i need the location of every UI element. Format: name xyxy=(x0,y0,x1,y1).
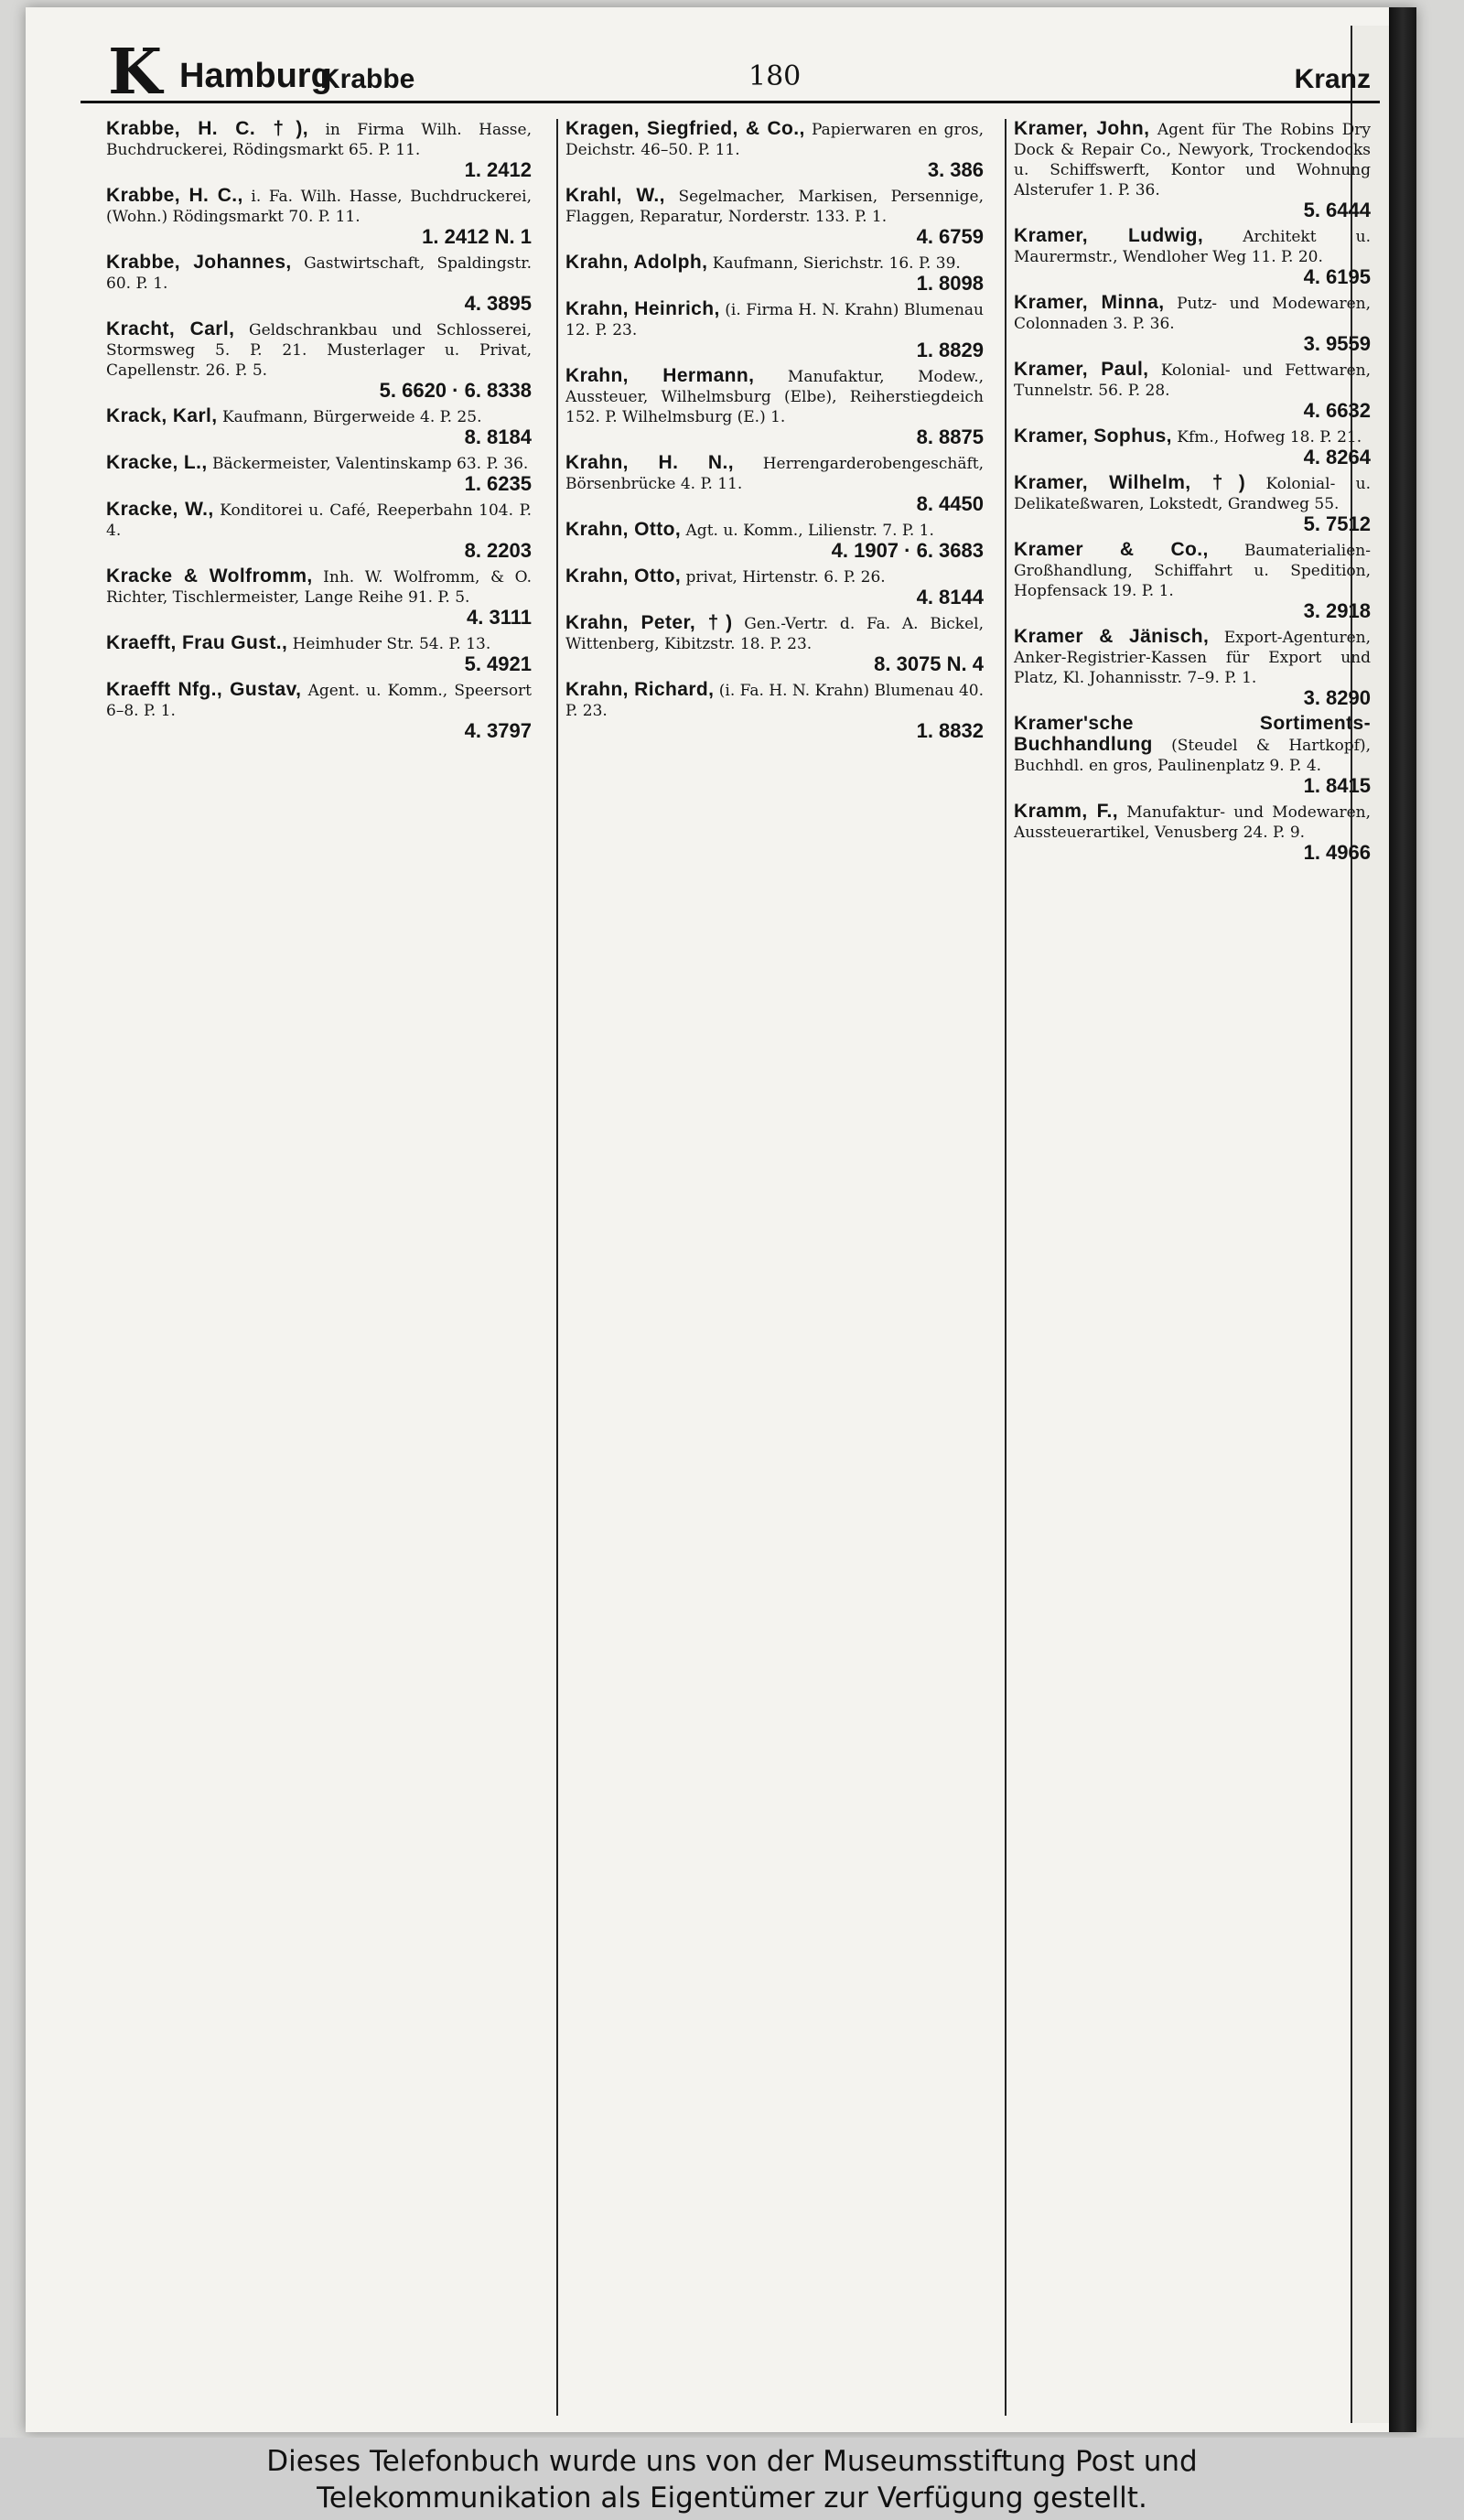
directory-entry xyxy=(565,253,984,294)
column-2 xyxy=(556,119,984,2416)
entry-name: Krabbe, H. C. †), xyxy=(106,119,309,139)
entry-details: Herrengarderobengeschäft, Börsenbrücke 4. P. 11. xyxy=(565,455,984,493)
directory-entry xyxy=(565,186,984,247)
directory-entry xyxy=(565,299,984,361)
entry-name: Kracke, L., xyxy=(106,452,208,473)
entry-details: Kolonial- und Fettwaren, Tunnelstr. 56. P. 28. xyxy=(1014,361,1371,400)
directory-entry xyxy=(565,680,984,741)
entry-details: Bäckermeister, Valentinskamp 63. P. 36. xyxy=(212,455,529,473)
header-last-word: Kranz xyxy=(1294,64,1371,94)
entry-details: Kaufmann, Sierichstr. 16. P. 39. xyxy=(712,254,961,273)
directory-entry xyxy=(106,453,532,494)
directory-entry xyxy=(565,453,984,514)
entry-phone-number: 1. 8098 xyxy=(916,272,984,295)
entry-phone-number: 3. 8290 xyxy=(1303,686,1371,709)
directory-entry xyxy=(106,680,532,741)
entry-name: Krahl, W., xyxy=(565,185,665,206)
entry-details: Agent für The Robins Dry Dock & Repair Co., Newyork, Trockendocks u. Schiffswerft, Kontor und Wohnung Alsterufer 1. P. 36. xyxy=(1014,121,1371,199)
entry-phone-number: 5. 4921 xyxy=(464,652,532,675)
directory-entry xyxy=(1014,540,1371,621)
directory-entry xyxy=(565,366,984,447)
entry-details: Putz- und Modewaren, Colonnaden 3. P. 36. xyxy=(1014,295,1371,333)
directory-entry xyxy=(106,119,532,180)
entry-phone-number: 4. 6759 xyxy=(916,225,984,248)
entry-name: Kramer'sche Sortiments-Buchhandlung xyxy=(1014,713,1371,755)
directory-entry xyxy=(1014,119,1371,221)
directory-entry xyxy=(106,253,532,314)
entry-phone-number: 5. 6620 · 6. 8338 xyxy=(379,379,532,402)
directory-entry xyxy=(1014,226,1371,287)
entry-phone-number: 5. 6444 xyxy=(1303,199,1371,221)
entry-details: Kolonial- u. Delikateßwaren, Lokstedt, Grandweg 55. xyxy=(1014,475,1371,513)
entry-phone-number: 1. 8832 xyxy=(916,719,984,742)
entry-name: Krahn, Adolph, xyxy=(565,252,708,273)
entry-details: Agt. u. Komm., Lilienstr. 7. P. 1. xyxy=(685,522,934,540)
entry-details: Manufaktur, Modew., Aussteuer, Wilhelmsburg (Elbe), Reiherstiegdeich 152. P. Wilhelmsburg (E.) 1. xyxy=(565,368,984,426)
entry-name: Kramer & Jänisch, xyxy=(1014,626,1210,647)
entry-phone-number: 4. 3111 xyxy=(467,606,532,629)
entry-phone-number: 4. 3797 xyxy=(464,719,532,742)
entry-name: Krahn, Richard, xyxy=(565,679,715,700)
entry-phone-number: 4. 3895 xyxy=(464,292,532,315)
page-number: 180 xyxy=(748,60,802,92)
entry-phone-number: 1. 4966 xyxy=(1303,841,1371,864)
entry-name: Kramer & Co., xyxy=(1014,539,1209,560)
entry-details: i. Fa. Wilh. Hasse, Buchdruckerei, (Wohn.) Rödingsmarkt 70. P. 11. xyxy=(106,188,532,226)
entry-name: Krahn, H. N., xyxy=(565,452,734,473)
entry-name: Kramer, Sophus, xyxy=(1014,425,1172,447)
entry-details: Baumaterialien-Großhandlung, Schiffahrt u. Spedition, Hopfensack 19. P. 1. xyxy=(1014,542,1371,600)
entry-phone-number: 1. 2412 xyxy=(464,158,532,181)
entry-phone-number: 1. 6235 xyxy=(464,472,532,495)
entry-phone-number: 3. 386 xyxy=(927,158,984,181)
entry-name: Krahn, Otto, xyxy=(565,565,682,587)
directory-entry xyxy=(565,613,984,674)
directory-entry xyxy=(106,406,532,447)
entry-name: Krack, Karl, xyxy=(106,405,218,426)
directory-entry xyxy=(565,566,984,608)
directory-entry xyxy=(106,319,532,401)
entry-name: Kramer, John, xyxy=(1014,119,1150,139)
entry-details: in Firma Wilh. Hasse, Buchdruckerei, Rödingsmarkt 65. P. 11. xyxy=(106,121,532,159)
entry-name: Kragen, Siegfried, & Co., xyxy=(565,119,805,139)
entry-details: Agent. u. Komm., Speersort 6–8. P. 1. xyxy=(106,682,532,720)
entry-details: Geldschrankbau und Schlosserei, Stormsweg 5. P. 21. Musterlager u. Privat, Capellenstr. 26. P. 5. xyxy=(106,321,532,380)
entry-phone-number: 3. 9559 xyxy=(1303,332,1371,355)
entry-name: Kracke, W., xyxy=(106,499,214,520)
entry-details: (i. Fa. H. N. Krahn) Blumenau 40. P. 23. xyxy=(565,682,984,720)
entry-details: Export-Agenturen, Anker-Registrier-Kassen für Export und Platz, Kl. Johannisstr. 7–9. P. 1. xyxy=(1014,629,1371,687)
directory-page xyxy=(26,7,1416,2432)
entry-name: Kracke & Wolfromm, xyxy=(106,565,313,587)
entry-phone-number: 4. 8144 xyxy=(916,586,984,608)
entry-name: Krahn, Heinrich, xyxy=(565,298,720,319)
directory-entry xyxy=(565,119,984,180)
entry-phone-number: 8. 4450 xyxy=(916,492,984,515)
entry-name: Kramm, F., xyxy=(1014,801,1118,822)
directory-entry xyxy=(1014,293,1371,354)
entry-name: Krabbe, H. C., xyxy=(106,185,243,206)
entry-phone-number: 1. 8829 xyxy=(916,339,984,361)
directory-entry xyxy=(1014,802,1371,863)
entry-details: Kaufmann, Bürgerweide 4. P. 25. xyxy=(221,408,482,426)
entry-name: Kraefft Nfg., Gustav, xyxy=(106,679,302,700)
entry-name: Krahn, Hermann, xyxy=(565,365,755,386)
entry-details: Konditorei u. Café, Reeperbahn 104. P. 4. xyxy=(106,501,532,540)
entry-phone-number: 8. 8875 xyxy=(916,425,984,448)
entry-phone-number: 1. 2412 N. 1 xyxy=(422,225,532,248)
directory-entry xyxy=(565,520,984,561)
entry-details: Inh. W. Wolfromm, & O. Richter, Tischlermeister, Lange Reihe 91. P. 5. xyxy=(106,568,532,607)
entry-phone-number: 5. 7512 xyxy=(1303,512,1371,535)
book-spine xyxy=(1389,7,1416,2432)
column-3 xyxy=(1005,119,1371,2416)
entry-phone-number: 8. 2203 xyxy=(464,539,532,562)
entry-details: Gastwirtschaft, Spaldingstr. 60. P. 1. xyxy=(106,254,532,293)
entry-phone-number: 8. 8184 xyxy=(464,425,532,448)
notice-line-2: Telekommunikation als Eigentümer zur Verfügung gestellt. xyxy=(317,2482,1147,2515)
entry-name: Kramer, Ludwig, xyxy=(1014,225,1204,246)
entry-details: Heimhuder Str. 54. P. 13. xyxy=(292,635,491,653)
entry-details: (i. Firma H. N. Krahn) Blumenau 12. P. 23. xyxy=(565,301,984,339)
entry-phone-number: 1. 8415 xyxy=(1303,774,1371,797)
directory-entry xyxy=(1014,714,1371,796)
ownership-notice xyxy=(0,2438,1464,2520)
notice-line-1: Dieses Telefonbuch wurde uns von der Museumsstiftung Post und xyxy=(266,2445,1198,2478)
entry-name: Kramer, Minna, xyxy=(1014,292,1165,313)
header-letter: K xyxy=(108,36,163,109)
entry-name: Krahn, Peter, †) xyxy=(565,612,733,633)
entry-phone-number: 4. 8264 xyxy=(1303,446,1371,468)
directory-entry xyxy=(1014,426,1371,468)
entry-details: Gen.-Vertr. d. Fa. A. Bickel, Wittenberg, Kibitzstr. 18. P. 23. xyxy=(565,615,984,653)
entry-name: Kramer, Wilhelm, †) xyxy=(1014,472,1246,493)
directory-entry xyxy=(106,566,532,628)
entry-phone-number: 3. 2918 xyxy=(1303,599,1371,622)
header-first-word: Krabbe xyxy=(320,64,415,94)
directory-entry xyxy=(1014,360,1371,421)
entry-name: Krabbe, Johannes, xyxy=(106,252,292,273)
header-city: Hamburg xyxy=(179,57,332,95)
entry-details: Manufaktur- und Modewaren, Aussteuerartikel, Venusberg 24. P. 9. xyxy=(1014,803,1371,842)
directory-entry xyxy=(106,500,532,561)
entry-phone-number: 4. 1907 · 6. 3683 xyxy=(831,539,984,562)
entry-phone-number: 8. 3075 N. 4 xyxy=(874,652,984,675)
entry-details: Papierwaren en gros, Deichstr. 46–50. P. 11. xyxy=(565,121,984,159)
entry-details: (Steudel & Hartkopf), Buchhdl. en gros, Paulinenplatz 9. P. 4. xyxy=(1014,737,1371,775)
directory-entry xyxy=(1014,627,1371,708)
directory-entry xyxy=(106,633,532,674)
directory-entry xyxy=(1014,473,1371,534)
entry-name: Krahn, Otto, xyxy=(565,519,682,540)
directory-entry xyxy=(106,186,532,247)
entry-details: Kfm., Hofweg 18. P. 21. xyxy=(1177,428,1362,447)
entry-name: Kracht, Carl, xyxy=(106,318,235,339)
entry-details: Segelmacher, Markisen, Persennige, Flaggen, Reparatur, Norderstr. 133. P. 1. xyxy=(565,188,984,226)
entry-details: Architekt u. Maurermstr., Wendloher Weg 11. P. 20. xyxy=(1014,228,1371,266)
entry-name: Kramer, Paul, xyxy=(1014,359,1149,380)
page-header xyxy=(81,36,1380,109)
column-1 xyxy=(106,119,532,2416)
entry-name: Kraefft, Frau Gust., xyxy=(106,632,288,653)
entry-phone-number: 4. 6195 xyxy=(1303,265,1371,288)
entry-details: privat, Hirtenstr. 6. P. 26. xyxy=(685,568,886,587)
entry-phone-number: 4. 6632 xyxy=(1303,399,1371,422)
